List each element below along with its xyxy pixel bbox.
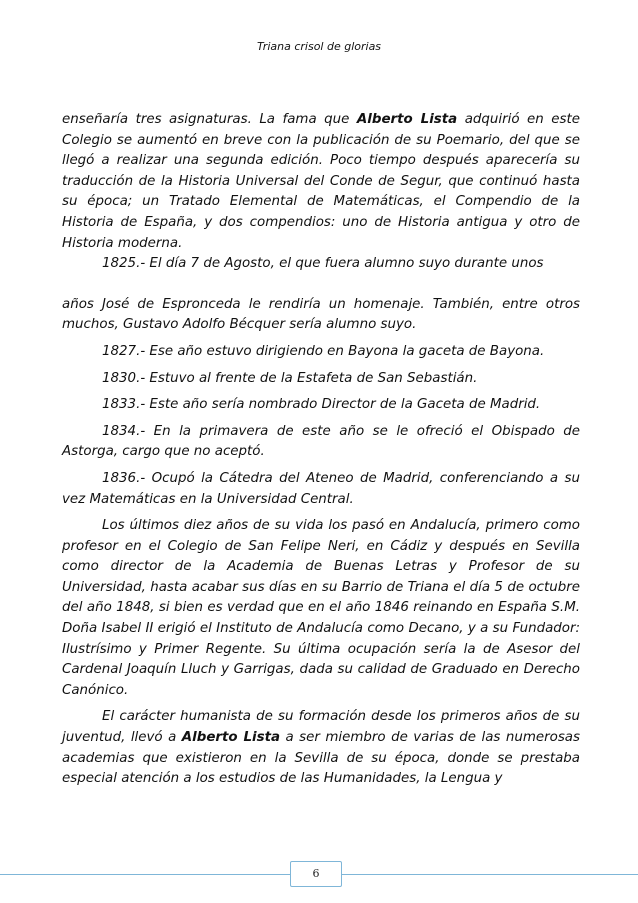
page-body	[62, 110, 580, 790]
paragraph-1833: 1833.- Este año sería nombrado Director de la Gaceta de Madrid.	[102, 397, 541, 413]
paragraph-espronceda: años José de Espronceda le rendiría un homenaje. También, entre otros muchos, Gustavo Adolfo Bécquer sería alumno suyo.	[62, 296, 580, 333]
paragraph-1-text-a: enseñaría tres asignaturas. La fama que	[62, 112, 357, 127]
paragraph-1834: 1834.- En la primavera de este año se le ofreció el Obispado de Astorga, cargo que no aceptó.	[62, 423, 580, 460]
paragraph-1827: 1827.- Ese año estuvo dirigiendo en Bayona la gaceta de Bayona.	[102, 343, 545, 359]
paragraph-1836: 1836.- Ocupó la Cátedra del Ateneo de Madrid, conferenciando a su vez Matemáticas en la Universidad Central.	[62, 470, 580, 507]
paragraph-humanist-text-c: a ser miembro de varias de las numerosas academias que existieron en la Sevilla de su época, donde se prestaba especial atención a los estudios de las Humanidades, la Lengua y	[62, 730, 580, 787]
running-header: Triana crisol de glorias	[256, 40, 382, 53]
name-alberto-lista: Alberto Lista	[356, 112, 458, 127]
page-number: 6	[312, 867, 320, 880]
paragraph-humanist	[62, 707, 580, 789]
paragraph-humanist-text-a: El carácter humanista de su formación desde los primeros años de su juventud, llevó a	[62, 709, 580, 746]
name-alberto-lista-2: Alberto Lista	[181, 730, 281, 746]
paragraph-last-years: Los últimos diez años de su vida los pasó en Andalucía, primero como profesor en el Colegio de San Felipe Neri, en Cádiz y después en Sevilla como director de la Academia de Buenas Letras y Profesor de su Universidad, hasta acabar sus días en su Barrio de Triana el día 5 de octubre del año 1848, si bien es verdad que en el año 1846 reinando en España S.M. Doña Isabel II erigió el Instituto de Andalucía como Decano, y a su Fundador: Ilustrísimo y Primer Regente. Su última ocupación sería la de Asesor del Cardenal Joaquín Lluch y Garrigas, dada su calidad de Graduado en Derecho Canónico.	[62, 518, 580, 698]
paragraph-1	[62, 110, 580, 254]
paragraph-1830: 1830.- Estuvo al frente de la Estafeta de San Sebastián.	[102, 370, 478, 386]
paragraph-1-text-c: adquirió en este Colegio se aumentó en breve con la publicación de su Poemario, del que se llegó a realizar una segunda edición. Poco tiempo después aparecería su traducción de la Historia Universal del Conde de Segur, que continuó hasta su época; un Tratado Elemental de Matemáticas, el Compendio de la Historia de España, y dos compendios: uno de Historia antigua y otro de Historia moderna.	[62, 112, 580, 251]
paragraph-1825: 1825.- El día 7 de Agosto, el que fuera alumno suyo durante unos	[102, 256, 544, 272]
